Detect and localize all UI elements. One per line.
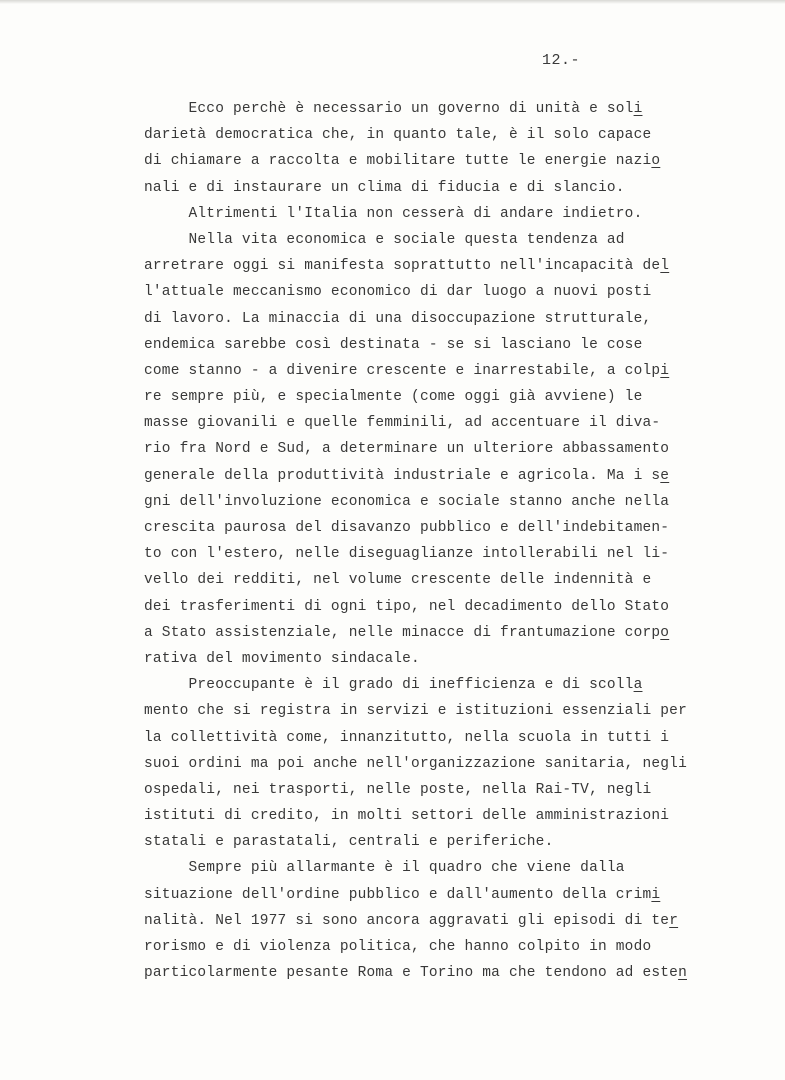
text-line xyxy=(144,358,744,384)
text-line xyxy=(144,306,744,332)
text-line xyxy=(144,541,744,567)
line-text: arretrare oggi si manifesta soprattutto nell'incapacità de xyxy=(144,258,661,275)
underlined-hyphenation: l xyxy=(660,258,670,275)
line-text: Preoccupante è il grado di inefficienza e di scoll xyxy=(144,677,634,694)
text-line xyxy=(144,463,744,489)
text-line xyxy=(144,672,744,698)
text-line xyxy=(144,96,744,122)
text-line xyxy=(144,777,744,803)
text-line xyxy=(144,489,744,515)
line-text: l'attuale meccanismo economico di dar luogo a nuovi posti xyxy=(144,284,652,301)
text-line xyxy=(144,725,744,751)
line-text: mento che si registra in servizi e istituzioni essenziali per xyxy=(144,703,687,720)
text-line xyxy=(144,148,744,174)
text-line xyxy=(144,410,744,436)
line-text: crescita paurosa del disavanzo pubblico e dell'indebitamen- xyxy=(144,520,670,536)
line-text: come stanno - a divenire crescente e inarrestabile, a colp xyxy=(144,362,661,379)
line-text: Sempre più allarmante è il quadro che viene dalla xyxy=(144,860,625,877)
text-line xyxy=(144,855,744,881)
line-text: situazione dell'ordine pubblico e dall'aumento della crim xyxy=(144,886,652,903)
text-line xyxy=(144,332,744,358)
line-text: re sempre più, e specialmente (come oggi già avviene) le xyxy=(144,389,643,406)
text-line xyxy=(144,829,744,855)
line-text: Altrimenti l'Italia non cesserà di andare indietro. xyxy=(144,205,643,222)
line-text: la collettività come, innanzitutto, nella scuola in tutti i xyxy=(144,729,670,746)
text-line xyxy=(144,882,744,908)
text-line xyxy=(144,227,744,253)
text-line xyxy=(144,253,744,279)
page-number: 12.- xyxy=(542,52,581,69)
text-line xyxy=(144,620,744,646)
text-line xyxy=(144,934,744,960)
line-text: istituti di credito, in molti settori delle amministrazioni xyxy=(144,808,670,825)
line-text: Nella vita economica e sociale questa tendenza ad xyxy=(144,231,625,248)
line-text: gni dell'involuzione economica e sociale stanno anche nella xyxy=(144,493,670,510)
underlined-hyphenation: i xyxy=(660,362,670,379)
line-text: ospedali, nei trasporti, nelle poste, nella Rai-TV, negli xyxy=(144,781,652,798)
text-line xyxy=(144,567,744,593)
line-text: statali e parastatali, centrali e periferiche. xyxy=(144,834,554,851)
line-text: endemica sarebbe così destinata - se si lasciano le cose xyxy=(144,336,643,353)
underlined-hyphenation: r xyxy=(669,912,679,929)
text-line xyxy=(144,175,744,201)
line-text: nali e di instaurare un clima di fiducia e di slancio. xyxy=(144,179,625,196)
line-text: suoi ordini ma poi anche nell'organizzazione sanitaria, negli xyxy=(144,755,687,772)
line-text: generale della produttività industriale e agricola. Ma i s xyxy=(144,467,661,484)
line-text: a Stato assistenziale, nelle minacce di frantumazione corp xyxy=(144,624,661,641)
line-text: particolarmente pesante Roma e Torino ma che tendono ad este xyxy=(144,965,679,982)
text-line xyxy=(144,646,744,672)
line-text: nalità. Nel 1977 si sono ancora aggravati gli episodi di te xyxy=(144,912,670,929)
underlined-hyphenation: o xyxy=(651,153,661,170)
text-line xyxy=(144,279,744,305)
text-line xyxy=(144,436,744,462)
line-text: rio fra Nord e Sud, a determinare un ulteriore abbassamento xyxy=(144,441,670,458)
underlined-hyphenation: a xyxy=(633,677,643,694)
underlined-hyphenation: i xyxy=(651,886,661,903)
line-text: di chiamare a raccolta e mobilitare tutte le energie nazi xyxy=(144,153,652,170)
line-text: Ecco perchè è necessario un governo di unità e sol xyxy=(144,101,634,117)
underlined-hyphenation: o xyxy=(660,624,670,641)
line-text: dei trasferimenti di ogni tipo, nel decadimento dello Stato xyxy=(144,598,670,615)
text-line xyxy=(144,515,744,541)
text-line xyxy=(144,201,744,227)
line-text: darietà democratica che, in quanto tale, è il solo capace xyxy=(144,127,652,144)
line-text: vello dei redditi, nel volume crescente delle indennità e xyxy=(144,572,652,589)
text-line xyxy=(144,594,744,620)
text-line xyxy=(144,960,744,986)
underlined-hyphenation: n xyxy=(678,965,687,982)
page-top-edge xyxy=(0,0,785,4)
underlined-hyphenation: e xyxy=(660,467,670,484)
text-line xyxy=(144,908,744,934)
line-text: di lavoro. La minaccia di una disoccupazione strutturale, xyxy=(144,310,652,327)
underlined-hyphenation: i xyxy=(633,101,643,117)
typed-text-body xyxy=(144,96,744,986)
text-line xyxy=(144,698,744,724)
line-text: rativa del movimento sindacale. xyxy=(144,650,420,667)
text-line xyxy=(144,122,744,148)
text-line xyxy=(144,803,744,829)
text-line xyxy=(144,751,744,777)
line-text: masse giovanili e quelle femminili, ad accentuare il diva- xyxy=(144,415,661,432)
text-line xyxy=(144,384,744,410)
line-text: rorismo e di violenza politica, che hanno colpito in modo xyxy=(144,939,652,955)
line-text: to con l'estero, nelle diseguaglianze intollerabili nel li- xyxy=(144,546,670,563)
